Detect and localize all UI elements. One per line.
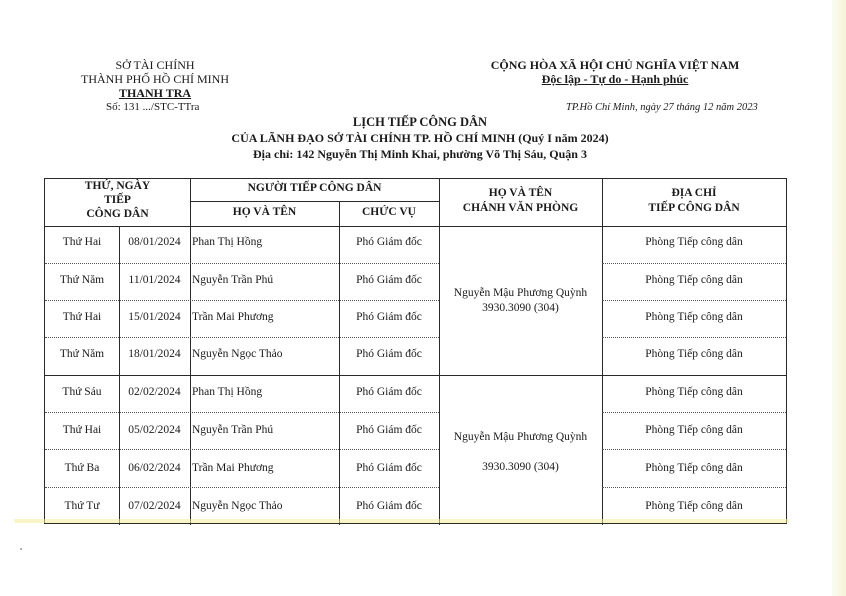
national-title: CỘNG HÒA XÃ HỘI CHỦ NGHĨA VIỆT NAM bbox=[490, 58, 740, 72]
row-address: Phòng Tiếp công dân bbox=[645, 236, 743, 248]
row-name: Nguyễn Ngọc Thảo bbox=[192, 500, 283, 512]
row-weekday: Thứ Sáu bbox=[62, 386, 102, 398]
row-address: Phòng Tiếp công dân bbox=[645, 500, 743, 512]
chief-phone-group1: 3930.3090 (304) bbox=[482, 302, 559, 314]
row-date: 18/01/2024 bbox=[128, 348, 181, 360]
header-position: CHỨC VỤ bbox=[362, 206, 416, 218]
row-date: 07/02/2024 bbox=[128, 500, 181, 512]
chief-name-group2: Nguyễn Mậu Phương Quỳnh bbox=[453, 431, 588, 443]
paper-edge bbox=[832, 0, 846, 596]
row-address: Phòng Tiếp công dân bbox=[645, 386, 743, 398]
row-weekday: Thứ Tư bbox=[64, 500, 100, 512]
row-position: Phó Giám đốc bbox=[356, 500, 422, 512]
row-date: 08/01/2024 bbox=[128, 236, 181, 248]
row-name: Phan Thị Hồng bbox=[192, 386, 263, 398]
row-name: Nguyễn Ngọc Thảo bbox=[192, 348, 283, 360]
document-number: Số: 131 .../STC-TTra bbox=[106, 101, 200, 113]
row-name: Trần Mai Phương bbox=[192, 462, 274, 474]
header-day-line2: TIẾP bbox=[104, 194, 131, 206]
row-weekday: Thứ Năm bbox=[59, 348, 105, 360]
row-address: Phòng Tiếp công dân bbox=[645, 311, 743, 323]
row-address: Phòng Tiếp công dân bbox=[645, 424, 743, 436]
schedule-title: LỊCH TIẾP CÔNG DÂN bbox=[352, 115, 488, 129]
row-name: Nguyễn Trần Phú bbox=[192, 424, 274, 436]
header-address-line1: ĐỊA CHỈ bbox=[671, 187, 717, 199]
agency-department: THANH TRA bbox=[118, 86, 192, 100]
row-address: Phòng Tiếp công dân bbox=[645, 274, 743, 286]
schedule-table bbox=[44, 178, 787, 524]
schedule-subtitle: CỦA LÃNH ĐẠO SỞ TÀI CHÍNH TP. HỒ CHÍ MINH (Quý I năm 2024) bbox=[231, 131, 609, 145]
row-name: Nguyễn Trần Phú bbox=[192, 274, 274, 286]
row-address: Phòng Tiếp công dân bbox=[645, 462, 743, 474]
row-position: Phó Giám đốc bbox=[356, 236, 422, 248]
row-position: Phó Giám đốc bbox=[356, 348, 422, 360]
schedule-address: Địa chỉ: 142 Nguyễn Thị Minh Khai, phường Võ Thị Sáu, Quận 3 bbox=[253, 147, 587, 161]
row-weekday: Thứ Hai bbox=[62, 424, 102, 436]
header-address-line2: TIẾP CÔNG DÂN bbox=[648, 202, 740, 214]
document-date: TP.Hồ Chí Minh, ngày 27 tháng 12 năm 2023 bbox=[566, 102, 758, 113]
header-day-line3: CÔNG DÂN bbox=[86, 208, 149, 220]
header-name: HỌ VÀ TÊN bbox=[232, 206, 297, 218]
row-position: Phó Giám đốc bbox=[356, 386, 422, 398]
row-weekday: Thứ Năm bbox=[59, 274, 105, 286]
row-address: Phòng Tiếp công dân bbox=[645, 348, 743, 360]
header-chief-line2: CHÁNH VĂN PHÒNG bbox=[462, 202, 579, 214]
header-chief-line1: HỌ VÀ TÊN bbox=[488, 187, 553, 199]
row-weekday: Thứ Hai bbox=[62, 311, 102, 323]
scan-highlight-strip bbox=[14, 519, 789, 523]
row-weekday: Thứ Ba bbox=[64, 462, 100, 474]
chief-phone-group2: 3930.3090 (304) bbox=[482, 461, 559, 473]
chief-name-group1: Nguyễn Mậu Phương Quỳnh bbox=[453, 287, 588, 299]
row-date: 15/01/2024 bbox=[128, 311, 181, 323]
row-position: Phó Giám đốc bbox=[356, 424, 422, 436]
header-day-line1: THỨ, NGÀY bbox=[84, 180, 151, 192]
row-position: Phó Giám đốc bbox=[356, 311, 422, 323]
national-motto: Độc lập - Tự do - Hạnh phúc bbox=[541, 72, 689, 86]
header-receiver: NGƯỜI TIẾP CÔNG DÂN bbox=[247, 182, 382, 194]
row-weekday: Thứ Hai bbox=[62, 236, 102, 248]
row-position: Phó Giám đốc bbox=[356, 274, 422, 286]
row-date: 05/02/2024 bbox=[128, 424, 181, 436]
row-date: 02/02/2024 bbox=[128, 386, 181, 398]
scan-speck bbox=[20, 548, 22, 550]
agency-name: SỞ TÀI CHÍNH bbox=[115, 58, 195, 72]
agency-city: THÀNH PHỐ HỒ CHÍ MINH bbox=[81, 72, 229, 86]
row-position: Phó Giám đốc bbox=[356, 462, 422, 474]
row-date: 11/01/2024 bbox=[128, 274, 181, 286]
row-name: Trần Mai Phương bbox=[192, 311, 274, 323]
row-date: 06/02/2024 bbox=[128, 462, 181, 474]
row-name: Phan Thị Hồng bbox=[192, 236, 263, 248]
